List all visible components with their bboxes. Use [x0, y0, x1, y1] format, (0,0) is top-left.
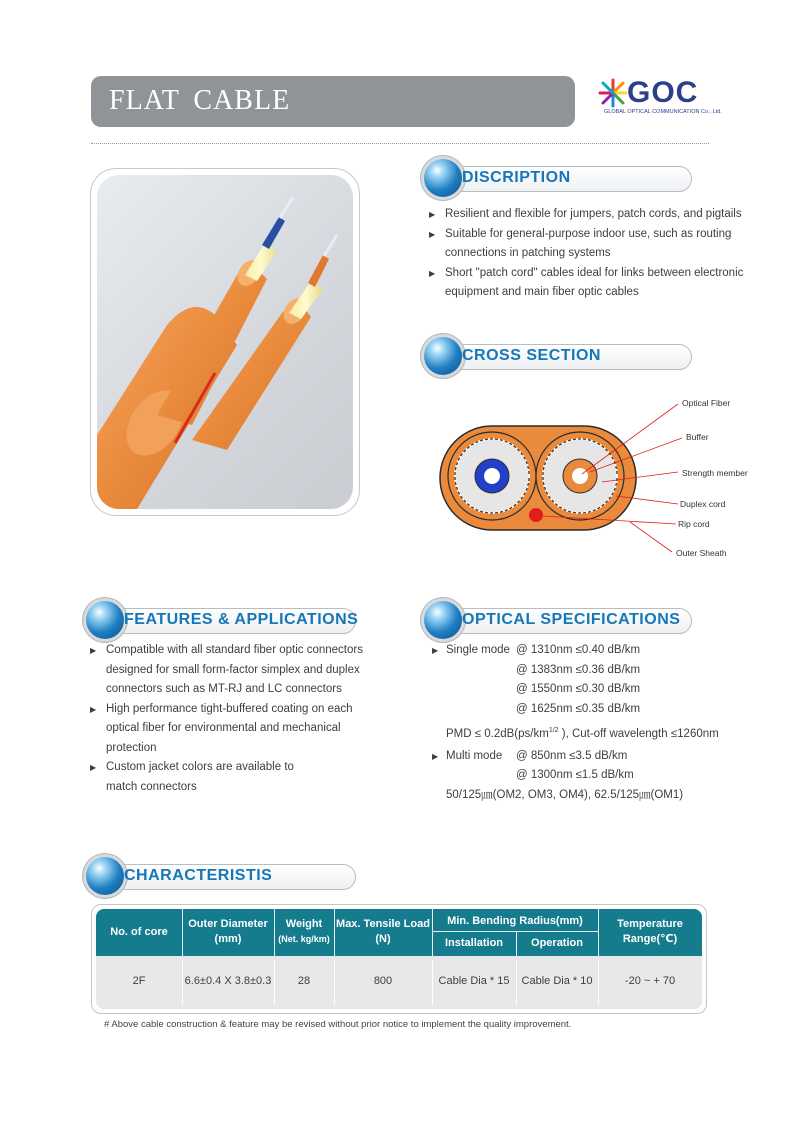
cable-photo — [97, 175, 353, 509]
optical-heading — [424, 608, 694, 634]
header-operation: Operation — [531, 937, 583, 949]
logo-text: GOC — [627, 76, 699, 109]
cross-section-heading — [424, 344, 694, 370]
cell-temperature: -20 ~ + 70 — [624, 975, 676, 987]
characteristics-title: CHARACTERISTIS — [124, 867, 273, 884]
sphere-icon — [424, 337, 462, 375]
description-list — [429, 205, 749, 303]
pmd-line: PMD ≤ $0.2dB(ps/km^{1/2}$ ), Cut-off wavelength ≤1260nm — [446, 727, 719, 740]
label-duplex-cord: Duplex cord — [680, 499, 726, 509]
title-bar — [91, 76, 575, 127]
page-title: FLAT CABLE — [109, 85, 291, 116]
company-logo — [598, 76, 722, 124]
list-item: ▶ High performance tight-buffered coating on each optical fiber for environmental and mechanical protection — [90, 700, 390, 759]
features-list — [90, 641, 390, 797]
header-installation: Installation — [444, 937, 504, 949]
header-outer-diameter: Outer Diameter (mm) — [188, 918, 268, 945]
header-temperature: Temperature Range(℃) — [617, 918, 683, 945]
divider — [91, 143, 709, 144]
cell-operation: Cable Dia * 10 — [521, 975, 593, 987]
characteristics-table — [91, 904, 707, 1014]
label-rip-cord: Rip cord — [678, 519, 710, 529]
list-item: ▶ Compatible with all standard fiber optic connectors designed for small form-factor simplex and duplex connectors such as MT-RJ and LC connectors — [90, 641, 390, 700]
header-weight: Weight (Net. kg/km) — [278, 918, 330, 944]
label-outer-sheath: Outer Sheath — [676, 548, 727, 558]
sphere-icon — [424, 159, 462, 197]
multi-mode-note: 50/125㎛(OM2, OM3, OM4), 62.5/125㎛(OM1) — [446, 788, 684, 801]
single-mode-label: Single mode — [446, 644, 510, 656]
label-buffer: Buffer — [686, 432, 709, 442]
features-title: FEATURES & APPLICATIONS — [124, 611, 359, 628]
list-item: ▶ Suitable for general-purpose indoor use, such as routing connections in patching systems — [429, 225, 749, 264]
cell-weight: 28 — [297, 975, 311, 987]
logo-star-icon — [598, 78, 628, 108]
characteristics-heading — [86, 864, 358, 890]
list-item: ▶ Custom jacket colors are available to match connectors — [90, 758, 390, 797]
sphere-icon — [86, 857, 124, 895]
logo-subtext: GLOBAL OPTICAL COMMUNICATION Co., Ltd. — [604, 109, 722, 115]
cell-outer: 6.6±0.4 X 3.8±0.3 — [184, 975, 272, 987]
cell-core: 2F — [132, 975, 146, 987]
description-heading — [424, 166, 694, 192]
label-optical-fiber: Optical Fiber — [682, 398, 731, 408]
description-title: DISCRIPTION — [462, 169, 571, 186]
label-strength-member: Strength member — [682, 468, 748, 478]
footnote: # Above cable construction & feature may be revised without prior notice to implement the quality improvement. — [104, 1019, 572, 1030]
cross-section-diagram — [430, 392, 760, 572]
sphere-icon — [424, 601, 462, 639]
multi-mode-label: Multi mode — [446, 749, 503, 762]
cell-tensile: 800 — [373, 975, 393, 987]
header-bending: Min. Bending Radius(mm) — [447, 915, 583, 927]
optical-title: OPTICAL SPECIFICATIONS — [462, 611, 681, 628]
cable-photo-frame — [90, 168, 360, 516]
list-item: ▶ Short "patch cord" cables ideal for links between electronic equipment and main fiber optic cables — [429, 264, 749, 303]
optical-specs: ▶ Single mode @ 1310nm ≤0.40 dB/km @ 1383nm ≤0.36 dB/km @ 1550nm ≤0.30 dB/km @ 1625nm ≤0.35 dB/km PMD ≤ $0.2dB(ps/km^{1/2}$ ), Cut-off wavelength ≤1260nm ▶ Multi mode @ 850nm ≤3.5 dB/km @ 1300nm ≤1.5 dB/km 50/125㎛(OM2, OM3, OM4), 62.5/125㎛(OM1) — [432, 641, 752, 805]
header-core: No. of core — [110, 926, 168, 938]
list-item: ▶ Resilient and flexible for jumpers, patch cords, and pigtails — [429, 205, 749, 225]
sphere-icon — [86, 601, 124, 639]
header-tensile: Max. Tensile Load (N) — [336, 918, 430, 945]
features-heading — [86, 608, 358, 634]
cell-installation: Cable Dia * 15 — [438, 975, 510, 987]
flat-cable-illustration — [97, 175, 353, 509]
cross-section-title: CROSS SECTION — [462, 347, 601, 364]
